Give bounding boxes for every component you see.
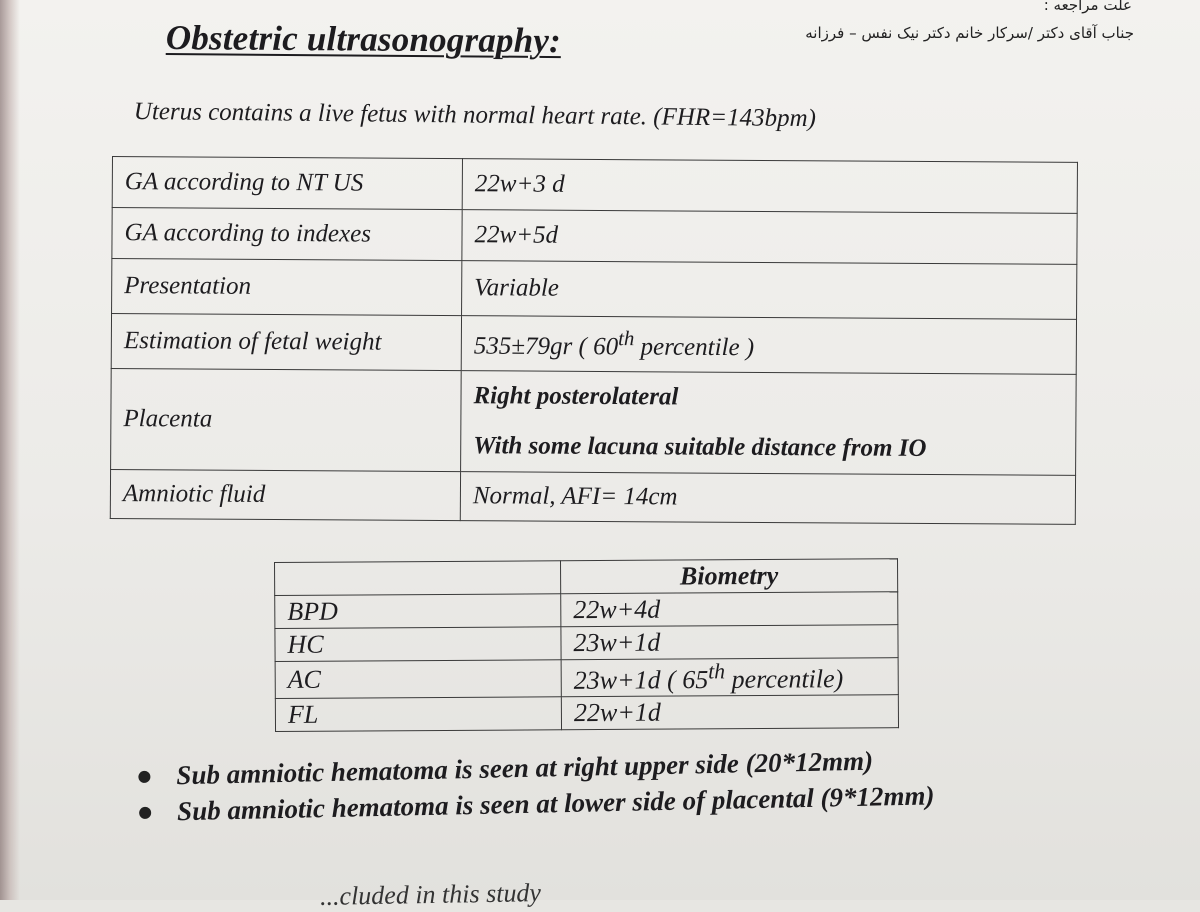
row-label: Presentation	[112, 259, 462, 316]
findings-table	[110, 156, 1078, 525]
fetal-weight-tail: percentile )	[634, 333, 755, 362]
table-row	[110, 469, 1075, 524]
biometry-label: BPD	[275, 594, 561, 629]
bullet-icon	[138, 771, 150, 783]
table-row	[112, 259, 1077, 320]
biometry-label: FL	[275, 696, 561, 731]
findings-table-wrapper	[110, 156, 1078, 525]
biometry-value: 22w+4d	[561, 592, 898, 627]
finding-text: Sub amniotic hematoma is seen at right upper side (20*12mm)	[176, 745, 874, 791]
table-row	[112, 157, 1077, 214]
placenta-note: With some lacuna suitable distance from IO	[473, 432, 927, 462]
placenta-value	[461, 371, 1077, 476]
row-value: Variable	[462, 261, 1077, 320]
row-label: GA according to indexes	[112, 208, 462, 261]
row-value: Normal, AFI= 14cm	[460, 472, 1075, 525]
ac-value-main: 23w+1d ( 65	[573, 665, 709, 695]
ac-value-tail: percentile)	[725, 664, 844, 694]
biometry-table-wrapper	[274, 558, 899, 731]
biometry-header: Biometry	[560, 559, 897, 594]
biometry-value: 23w+1d	[561, 625, 898, 660]
fetal-weight-main: 535±79gr ( 60	[473, 332, 619, 361]
row-value: 22w+3 d	[462, 159, 1077, 214]
intro-sentence: Uterus contains a live fetus with normal heart rate. (FHR=143bpm)	[133, 98, 817, 133]
page-title: Obstetric ultrasonography:	[165, 18, 562, 61]
table-row	[275, 694, 898, 731]
table-row	[275, 658, 898, 698]
biometry-label: HC	[275, 627, 561, 662]
persian-header-line-1: علت مراجعه :	[1043, 0, 1132, 14]
biometry-ac-value	[561, 658, 898, 697]
biometry-header-spacer	[275, 561, 561, 596]
fetal-weight-value	[461, 316, 1076, 375]
cutoff-text: ...cluded in this study	[319, 878, 542, 911]
row-label: Estimation of fetal weight	[111, 314, 461, 371]
bullet-icon	[139, 807, 151, 819]
biometry-header-row	[275, 559, 898, 596]
page-edge-shadow	[0, 0, 20, 900]
table-row	[275, 592, 898, 629]
ac-value-ordinal: th	[708, 659, 726, 684]
biometry-label: AC	[275, 660, 561, 698]
fetal-weight-ordinal: th	[618, 326, 635, 351]
row-label: GA according to NT US	[112, 157, 462, 210]
finding-text: Sub amniotic hematoma is seen at lower side of placental (9*12mm)	[176, 780, 935, 827]
table-row	[111, 314, 1076, 375]
placenta-location: Right posterolateral	[473, 382, 679, 411]
table-row	[112, 208, 1077, 265]
table-row	[111, 368, 1077, 475]
biometry-table	[274, 558, 899, 731]
biometry-value: 22w+1d	[561, 694, 898, 729]
row-label: Amniotic fluid	[110, 469, 460, 520]
table-row	[275, 625, 898, 662]
persian-header-line-2: جناب آقای دکتر /سرکار خانم دکتر نیک نفس – فرزانه	[805, 24, 1134, 42]
row-label: Placenta	[111, 368, 462, 471]
row-value: 22w+5d	[462, 210, 1077, 265]
